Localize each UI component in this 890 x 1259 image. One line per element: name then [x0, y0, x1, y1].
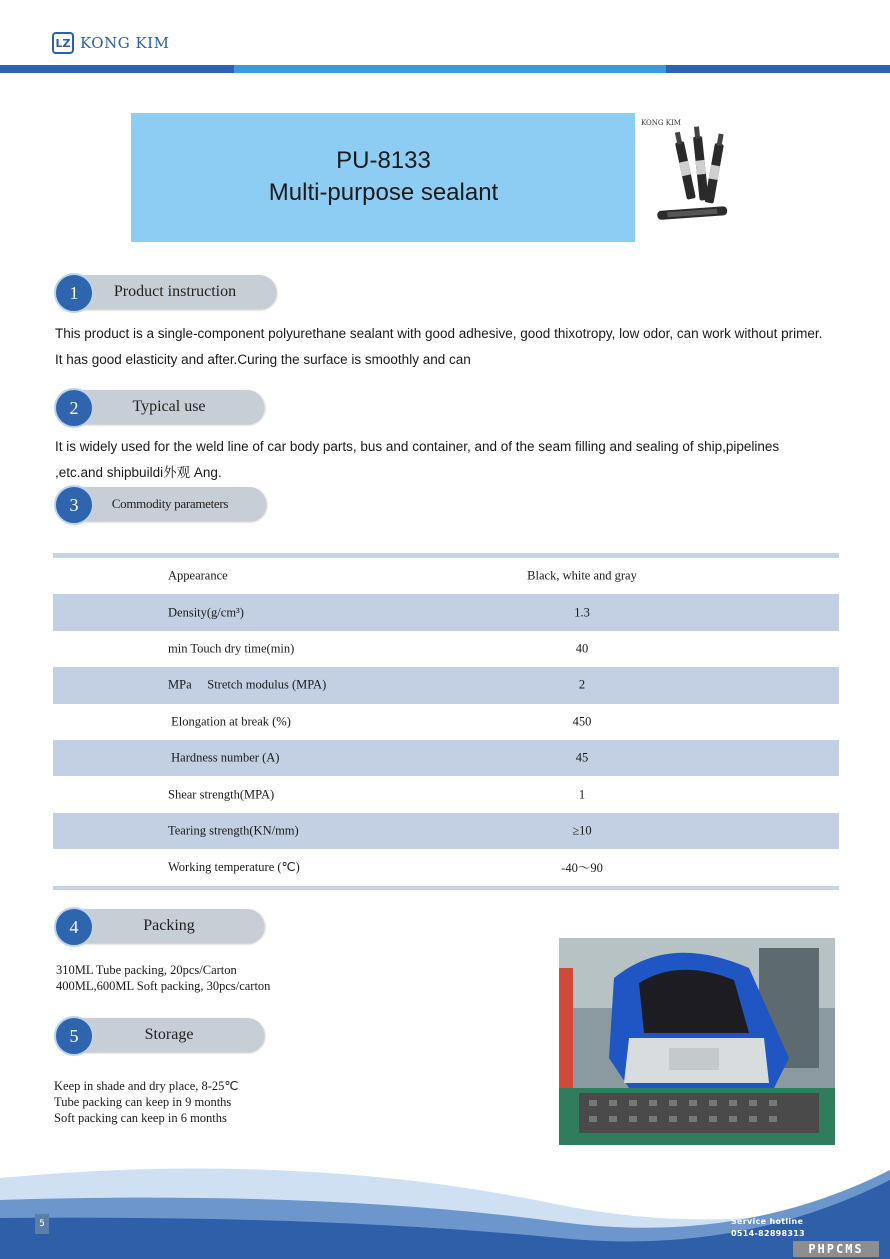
sealant-tubes-illustration [635, 113, 763, 242]
service-hotline [731, 1216, 805, 1240]
logo-mark-icon: LZ [52, 32, 74, 54]
section-number-badge: 4 [54, 907, 94, 947]
section-title: Commodity parameters [74, 487, 266, 521]
car-rear-illustration [559, 938, 835, 1145]
text-line: This product is a single-component polyurethane sealant with good adhesive, good thixotropy, low odor, can work without primer. [55, 326, 823, 341]
watermark-badge: PHPCMS [793, 1241, 879, 1257]
text-line: 400ML,600ML Soft packing, 30pcs/carton [56, 979, 271, 993]
hotline-label: Service hotline [731, 1217, 804, 1226]
section-number-badge: 1 [54, 273, 94, 313]
company-logo [52, 32, 169, 54]
header-divider-accent [234, 65, 666, 73]
image-brand-label: KONG KIM [641, 119, 681, 127]
hotline-number: 0514-82898313 [731, 1229, 806, 1238]
typical-use-text [55, 434, 779, 486]
text-line: Soft packing can keep in 6 months [54, 1111, 227, 1125]
page-number: 5 [35, 1214, 49, 1234]
text-line: Keep in shade and dry place, 8-25℃ [54, 1079, 239, 1093]
param-name: Density(g/cm³) [168, 605, 244, 620]
param-name: Hardness number (A) [168, 750, 280, 765]
section-number-badge: 2 [54, 388, 94, 428]
section-title: Storage [74, 1018, 264, 1052]
footer-wave [0, 1160, 890, 1259]
parameters-table [53, 553, 839, 890]
brand-name: KONG KIM [80, 34, 170, 52]
packing-text [56, 962, 270, 994]
table-row: Density(g/cm³) 1.3 [53, 594, 839, 630]
param-name: Shear strength(MPA) [168, 787, 275, 802]
table-row: Hardness number (A) 45 [53, 740, 839, 776]
table-row: MPa Stretch modulus (MPA) 2 [53, 667, 839, 703]
table-bottom-rule [53, 886, 839, 890]
param-name: Working temperature (℃) [168, 860, 300, 875]
text-line: 310ML Tube packing, 20pcs/Carton [56, 963, 237, 977]
param-name: Appearance [168, 568, 228, 583]
product-subtitle: Multi-purpose sealant [268, 179, 499, 206]
param-name: Elongation at break (%) [168, 714, 291, 729]
storage-text [54, 1078, 238, 1126]
product-tubes-image [635, 113, 763, 242]
param-name: Tearing strength(KN/mm) [168, 823, 299, 838]
table-row: Tearing strength(KN/mm) ≥10 [53, 813, 839, 849]
param-name: MPa Stretch modulus (MPA) [168, 677, 327, 692]
product-instruction-text [55, 321, 822, 373]
section-title: Product instruction [74, 275, 276, 309]
banner-title [131, 145, 636, 209]
section-number-badge: 3 [54, 485, 94, 525]
product-banner [131, 113, 763, 242]
section-title: Packing [74, 909, 264, 943]
text-line: ,etc.and shipbuildi外观 Ang. [55, 465, 222, 480]
text-line: It has good elasticity and after.Curing the surface is smoothly and can [55, 352, 471, 367]
section-number-badge: 5 [54, 1016, 94, 1056]
table-row: Working temperature (℃) -40～90 [168, 860, 603, 876]
text-line: It is widely used for the weld line of car body parts, bus and container, and of the seam filling and sealing of ship,pipelines [55, 439, 780, 454]
table-row: Shear strength(MPA) 1 [168, 787, 586, 802]
section-title: Typical use [74, 390, 264, 424]
param-name: min Touch dry time(min) [168, 641, 295, 656]
table-row: min Touch dry time(min) 40 [168, 641, 589, 656]
car-body-application-photo [559, 938, 835, 1145]
text-line: Tube packing can keep in 9 months [54, 1095, 232, 1109]
header-divider-bar [0, 65, 890, 73]
table-row: Appearance Black, white and gray [168, 568, 637, 583]
product-model: PU-8133 [336, 147, 431, 174]
table-row: Elongation at break (%) 450 [168, 714, 592, 729]
